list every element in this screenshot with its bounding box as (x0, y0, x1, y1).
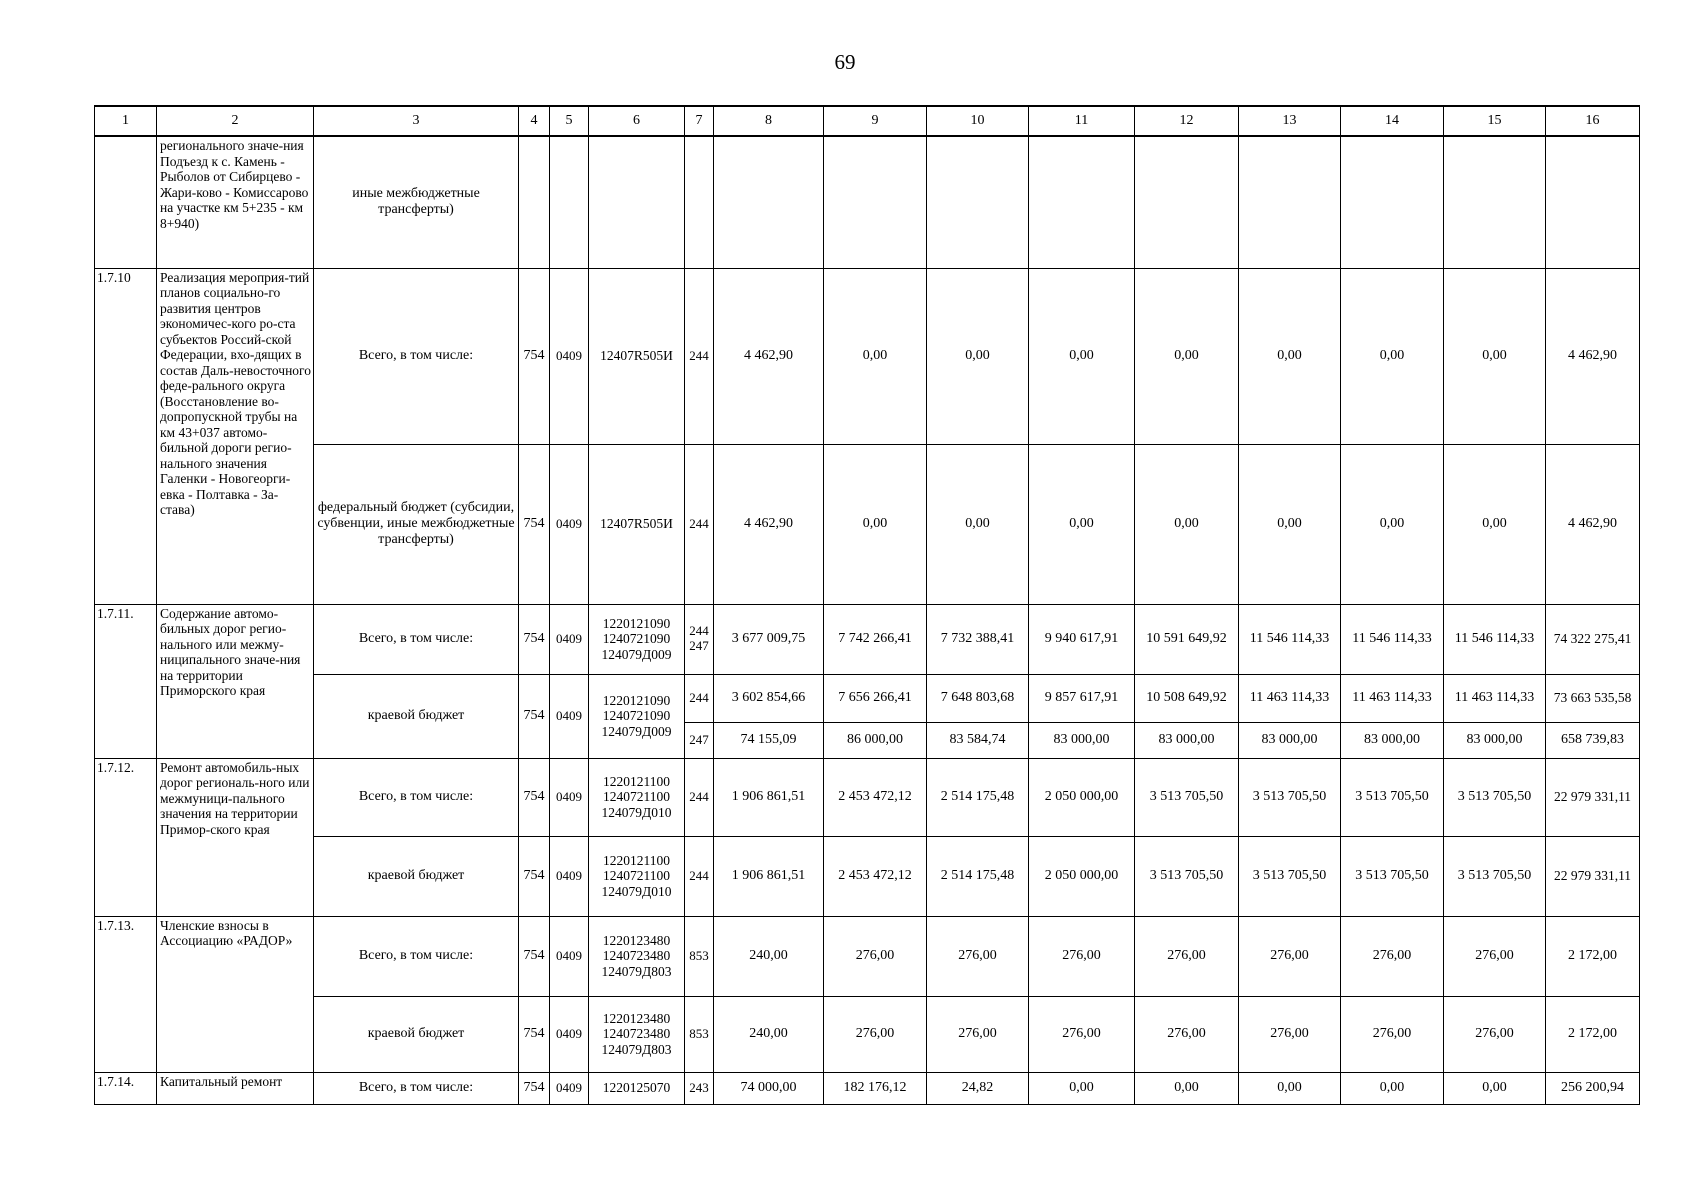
header-cell: 11 (1029, 106, 1135, 136)
csr-code: 124079Д010 (601, 883, 672, 899)
csr-code: 1240721100 (603, 868, 670, 884)
csr-code: 1220121090 (602, 615, 671, 631)
value-cell: 276,00 (1444, 916, 1546, 996)
value-cell: 11 546 114,33 (1444, 604, 1546, 674)
value-cell: 3 513 705,50 (1341, 836, 1444, 916)
value-cell: 276,00 (824, 996, 927, 1072)
value-cell: 276,00 (1341, 996, 1444, 1072)
header-cell: 5 (550, 106, 589, 136)
vr-code: 853 (685, 916, 714, 996)
value-cell: 22 979 331,11 (1546, 758, 1640, 836)
csr-code: 1220121100 (603, 852, 670, 868)
value-cell: 0,00 (1341, 444, 1444, 604)
csr-codes (589, 758, 685, 836)
page-number: 69 (834, 50, 856, 74)
funding-source: Всего, в том числе: (314, 758, 519, 836)
csr-code: 1220123480 (602, 932, 671, 948)
vr-code: 244 (685, 758, 714, 836)
value-cell: 2 453 472,12 (824, 758, 927, 836)
grbs-code: 754 (519, 1072, 550, 1104)
value-cell: 83 000,00 (1239, 722, 1341, 758)
csr-code: 124079Д010 (601, 804, 672, 820)
item-description: Содержание автомо-бильных дорог регио-нального или межму-ниципального значе-ния на территории Приморского края (157, 604, 314, 758)
value-cell: 0,00 (927, 268, 1029, 444)
grbs-code: 754 (519, 996, 550, 1072)
value-cell: 74 155,09 (714, 722, 824, 758)
header-cell: 9 (824, 106, 927, 136)
value-cell: 0,00 (1239, 1072, 1341, 1104)
item-description: Капитальный ремонт (157, 1072, 314, 1104)
item-number: 1.7.13. (95, 916, 157, 1072)
value-cell: 11 463 114,33 (1239, 674, 1341, 722)
value-cell: 0,00 (1029, 268, 1135, 444)
value-cell: 276,00 (824, 916, 927, 996)
csr-code: 1220121100 (603, 773, 670, 789)
value-cell: 1 906 861,51 (714, 836, 824, 916)
grbs-code: 754 (519, 268, 550, 444)
header-cell: 10 (927, 106, 1029, 136)
vr-code: 244 (689, 623, 709, 639)
header-cell: 13 (1239, 106, 1341, 136)
value-cell: 276,00 (1029, 916, 1135, 996)
value-cell: 10 508 649,92 (1135, 674, 1239, 722)
value-cell: 2 514 175,48 (927, 758, 1029, 836)
funding-source: краевой бюджет (314, 836, 519, 916)
value-cell: 3 677 009,75 (714, 604, 824, 674)
item-description: Ремонт автомобиль-ных дорог региональ-ного или межмуници-пального значения на территории Примор-ского края (157, 758, 314, 916)
value-cell: 276,00 (1135, 916, 1239, 996)
table-row-1-7-12-regional (95, 836, 1640, 916)
table-row-1-7-12-total (95, 758, 1640, 836)
item-description: Членские взносы в Ассоциацию «РАДОР» (157, 916, 314, 1072)
value-cell: 0,00 (1444, 1072, 1546, 1104)
csr-code: 12407R505И (589, 268, 685, 444)
rzpr-code: 0409 (550, 916, 589, 996)
csr-code: 124079Д009 (601, 646, 672, 662)
value-cell: 22 979 331,11 (1546, 836, 1640, 916)
value-cell: 0,00 (927, 444, 1029, 604)
value-cell: 0,00 (1444, 268, 1546, 444)
value-cell: 83 000,00 (1444, 722, 1546, 758)
vr-code: 247 (685, 722, 714, 758)
table-row-1-7-11-total (95, 604, 1640, 674)
grbs-code: 754 (519, 836, 550, 916)
rzpr-code: 0409 (550, 996, 589, 1072)
value-cell: 4 462,90 (714, 268, 824, 444)
value-cell: 83 000,00 (1341, 722, 1444, 758)
funding-source: Всего, в том числе: (314, 268, 519, 444)
value-cell: 3 513 705,50 (1444, 758, 1546, 836)
table-row-1-7-10-federal (95, 444, 1640, 604)
funding-source: краевой бюджет (314, 996, 519, 1072)
csr-codes (589, 674, 685, 758)
header-cell: 16 (1546, 106, 1640, 136)
value-cell: 240,00 (714, 996, 824, 1072)
vr-code: 244 (685, 268, 714, 444)
funding-source: федеральный бюджет (субсидии, субвенции, иные межбюджетные трансферты) (314, 444, 519, 604)
grbs-code: 754 (519, 674, 550, 758)
value-cell: 1 906 861,51 (714, 758, 824, 836)
item-number: 1.7.14. (95, 1072, 157, 1104)
vr-code: 244 (685, 444, 714, 604)
value-cell: 4 462,90 (714, 444, 824, 604)
value-cell: 276,00 (1029, 996, 1135, 1072)
vr-codes (685, 604, 714, 674)
funding-source: Всего, в том числе: (314, 916, 519, 996)
table-row-1-7-14-total (95, 1072, 1640, 1104)
value-cell: 83 000,00 (1135, 722, 1239, 758)
value-cell: 9 940 617,91 (1029, 604, 1135, 674)
table-row-continuation (95, 136, 1640, 268)
value-cell: 0,00 (824, 268, 927, 444)
funding-source: иные межбюджетные трансферты) (314, 136, 519, 268)
vr-code: 244 (685, 836, 714, 916)
value-cell: 0,00 (824, 444, 927, 604)
header-cell: 12 (1135, 106, 1239, 136)
table-row-1-7-11-regional-244 (95, 674, 1640, 722)
header-row (95, 106, 1640, 136)
csr-code: 124079Д803 (601, 963, 672, 979)
value-cell: 86 000,00 (824, 722, 927, 758)
value-cell: 10 591 649,92 (1135, 604, 1239, 674)
value-cell: 4 462,90 (1546, 268, 1640, 444)
csr-code: 1220125070 (589, 1072, 685, 1104)
value-cell: 11 463 114,33 (1341, 674, 1444, 722)
value-cell: 3 513 705,50 (1444, 836, 1546, 916)
value-cell: 3 513 705,50 (1135, 758, 1239, 836)
value-cell: 11 546 114,33 (1341, 604, 1444, 674)
value-cell: 240,00 (714, 916, 824, 996)
value-cell: 73 663 535,58 (1546, 674, 1640, 722)
value-cell: 0,00 (1341, 268, 1444, 444)
value-cell: 3 602 854,66 (714, 674, 824, 722)
vr-code: 247 (689, 638, 709, 653)
value-cell: 83 000,00 (1029, 722, 1135, 758)
header-cell: 1 (95, 106, 157, 136)
rzpr-code: 0409 (550, 268, 589, 444)
csr-code: 1240721090 (602, 631, 671, 647)
value-cell: 0,00 (1239, 444, 1341, 604)
value-cell: 0,00 (1029, 444, 1135, 604)
header-cell: 3 (314, 106, 519, 136)
value-cell: 3 513 705,50 (1135, 836, 1239, 916)
value-cell: 11 463 114,33 (1444, 674, 1546, 722)
header-cell: 7 (685, 106, 714, 136)
value-cell: 7 648 803,68 (927, 674, 1029, 722)
csr-code: 1240723480 (602, 1026, 671, 1042)
header-cell: 6 (589, 106, 685, 136)
value-cell: 7 656 266,41 (824, 674, 927, 722)
item-number: 1.7.11. (95, 604, 157, 758)
value-cell: 83 584,74 (927, 722, 1029, 758)
value-cell: 0,00 (1341, 1072, 1444, 1104)
item-number: 1.7.10 (95, 268, 157, 604)
value-cell: 0,00 (1135, 1072, 1239, 1104)
value-cell: 658 739,83 (1546, 722, 1640, 758)
vr-code: 244 (685, 674, 714, 722)
value-cell: 0,00 (1239, 268, 1341, 444)
csr-code: 1240723480 (602, 948, 671, 964)
rzpr-code: 0409 (550, 836, 589, 916)
csr-code: 1220121090 (602, 692, 671, 708)
grbs-code: 754 (519, 758, 550, 836)
value-cell: 74 000,00 (714, 1072, 824, 1104)
value-cell: 2 050 000,00 (1029, 836, 1135, 916)
csr-code: 1240721100 (603, 789, 670, 805)
value-cell: 0,00 (1135, 268, 1239, 444)
value-cell: 3 513 705,50 (1341, 758, 1444, 836)
grbs-code: 754 (519, 916, 550, 996)
value-cell: 2 172,00 (1546, 996, 1640, 1072)
value-cell: 7 742 266,41 (824, 604, 927, 674)
item-number: 1.7.12. (95, 758, 157, 916)
value-cell: 0,00 (1444, 444, 1546, 604)
value-cell: 276,00 (927, 996, 1029, 1072)
table-row-1-7-13-total (95, 916, 1640, 996)
header-cell: 15 (1444, 106, 1546, 136)
value-cell: 276,00 (927, 916, 1029, 996)
rzpr-code: 0409 (550, 758, 589, 836)
value-cell: 2 453 472,12 (824, 836, 927, 916)
item-number-cell (95, 136, 157, 268)
grbs-code: 754 (519, 444, 550, 604)
value-cell: 9 857 617,91 (1029, 674, 1135, 722)
value-cell: 3 513 705,50 (1239, 836, 1341, 916)
header-cell: 4 (519, 106, 550, 136)
value-cell: 11 546 114,33 (1239, 604, 1341, 674)
value-cell: 2 514 175,48 (927, 836, 1029, 916)
header-cell: 8 (714, 106, 824, 136)
value-cell: 7 732 388,41 (927, 604, 1029, 674)
csr-code: 124079Д803 (601, 1041, 672, 1057)
csr-codes (589, 996, 685, 1072)
value-cell: 4 462,90 (1546, 444, 1640, 604)
csr-codes (589, 836, 685, 916)
header-cell: 14 (1341, 106, 1444, 136)
funding-source: Всего, в том числе: (314, 604, 519, 674)
funding-source: краевой бюджет (314, 674, 519, 758)
funding-source: Всего, в том числе: (314, 1072, 519, 1104)
vr-code: 853 (685, 996, 714, 1072)
budget-table (94, 105, 1640, 1105)
value-cell: 276,00 (1444, 996, 1546, 1072)
csr-code: 124079Д009 (601, 723, 672, 739)
csr-code: 1240721090 (602, 708, 671, 724)
value-cell: 3 513 705,50 (1239, 758, 1341, 836)
value-cell: 2 172,00 (1546, 916, 1640, 996)
value-cell: 2 050 000,00 (1029, 758, 1135, 836)
rzpr-code: 0409 (550, 1072, 589, 1104)
value-cell: 0,00 (1135, 444, 1239, 604)
value-cell: 74 322 275,41 (1546, 604, 1640, 674)
table-row-1-7-13-regional (95, 996, 1640, 1072)
csr-codes (589, 604, 685, 674)
csr-codes (589, 916, 685, 996)
item-description: Реализация мероприя-тий планов социально-го развития центров экономичес-кого ро-ста субъектов Россий-ской Федерации, вхо-дящих в состав Даль-невосточного феде-рального округа (Восстановление во-допропускной трубы на км 43+037 автомо-бильной дороги регио-нального значения Галенки - Новогеорги-евка - Полтавка - За-става) (157, 268, 314, 604)
item-description: регионального значе-ния Подъезд к с. Камень - Рыболов от Сибирцево - Жари-ково - Комиссарово на участке км 5+235 - км 8+940) (157, 136, 314, 268)
value-cell: 276,00 (1135, 996, 1239, 1072)
vr-code: 243 (685, 1072, 714, 1104)
value-cell: 0,00 (1029, 1072, 1135, 1104)
value-cell: 276,00 (1239, 996, 1341, 1072)
value-cell: 182 176,12 (824, 1072, 927, 1104)
value-cell: 256 200,94 (1546, 1072, 1640, 1104)
rzpr-code: 0409 (550, 604, 589, 674)
value-cell: 276,00 (1341, 916, 1444, 996)
header-cell: 2 (157, 106, 314, 136)
grbs-code: 754 (519, 604, 550, 674)
csr-code: 12407R505И (589, 444, 685, 604)
value-cell: 276,00 (1239, 916, 1341, 996)
rzpr-code: 0409 (550, 674, 589, 758)
rzpr-code: 0409 (550, 444, 589, 604)
table-row-1-7-10-total (95, 268, 1640, 444)
value-cell: 24,82 (927, 1072, 1029, 1104)
csr-code: 1220123480 (602, 1010, 671, 1026)
